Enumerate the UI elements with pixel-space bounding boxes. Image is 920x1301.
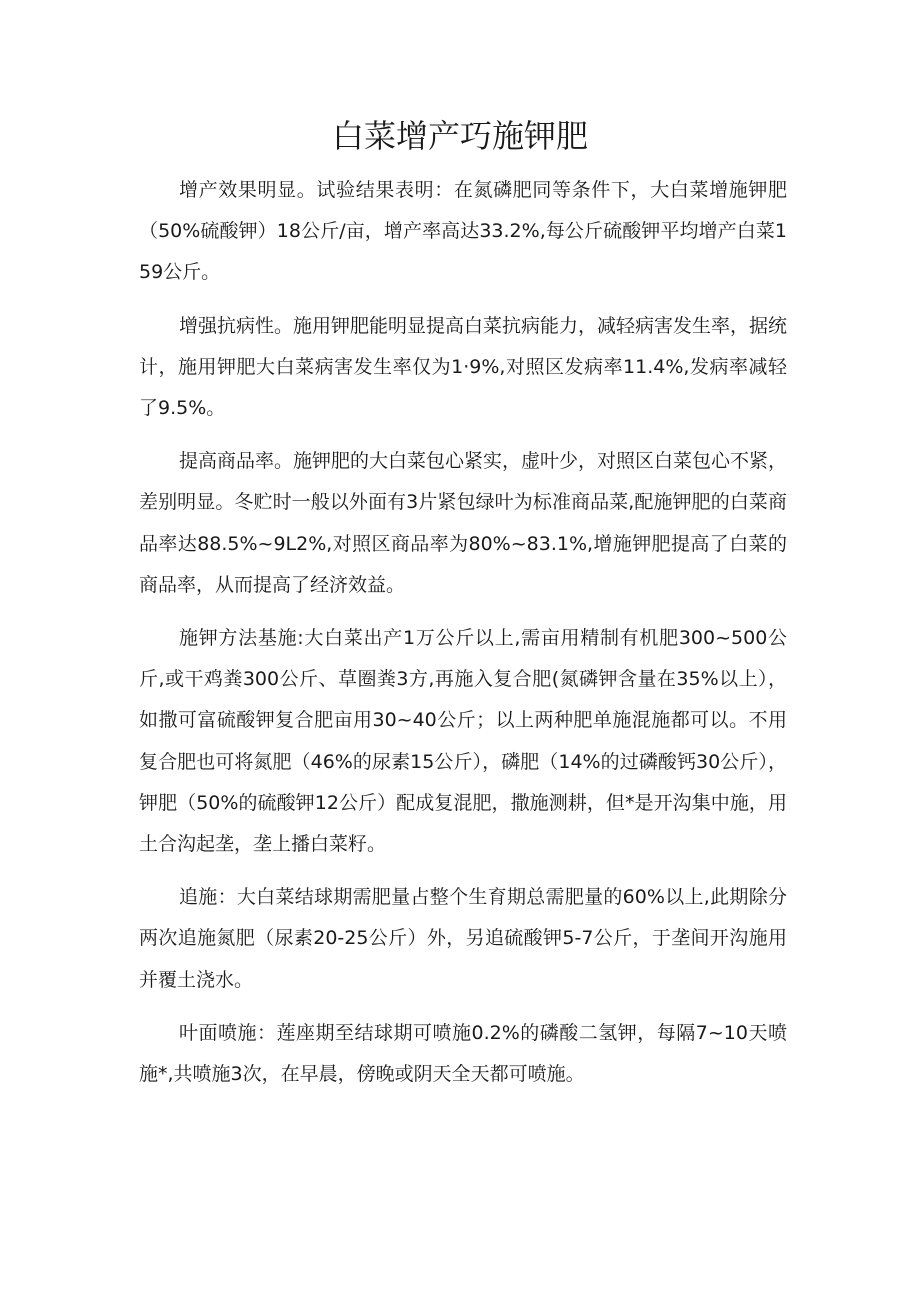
paragraph-yield-effect: 增产效果明显。试验结果表明：在氮磷肥同等条件下，大白菜增施钾肥（50%硫酸钾）18公斤/亩，增产率高达33.2%,每公斤硫酸钾平均增产白菜159公斤。 <box>139 179 787 284</box>
paragraph-disease-resistance: 增强抗病性。施用钾肥能明显提高白菜抗病能力，减轻病害发生率，据统计，施用钾肥大白菜病害发生率仅为1·9%,对照区发病率11.4%,发病率减轻了9.5%。 <box>139 314 788 420</box>
document-title: 白菜增产巧施钾肥 <box>331 117 588 155</box>
paragraph-commodity-rate: 提高商品率。施钾肥的大白菜包心紧实，虚叶少，对照区白菜包心不紧，差别明显。冬贮时一般以外面有3片紧包绿叶为标准商品菜,配施钾肥的白菜商品率达88.5%~9L2%,对照区商品率为80%~83.1%,增施钾肥提高了白菜的商品率，从而提高了经济效益。 <box>139 450 788 596</box>
paragraph-topdressing: 追施：大白菜结球期需肥量占整个生育期总需肥量的60%以上,此期除分两次追施氮肥（尿素20-25公斤）外，另追硫酸钾5-7公斤，于垄间开沟施用并覆土浇水。 <box>139 886 787 991</box>
document-body <box>139 170 787 1107</box>
paragraph-foliar-spray: 叶面喷施：莲座期至结球期可喷施0.2%的磷酸二氢钾，每隔7~10天喷施*,共喷施3次，在早晨，傍晚或阴天全天都可喷施。 <box>139 1021 787 1086</box>
paragraph-base-fertilization: 施钾方法基施:大白菜出产1万公斤以上,需亩用精制有机肥300~500公斤,或干鸡粪300公斤、草圈粪3方,再施入复合肥(氮磷钾含量在35%以上），如撒可富硫酸钾复合肥亩用30~40公斤；以上两种肥单施混施都可以。不用复合肥也可将氮肥（46%的尿素15公斤），磷肥（14%的过磷酸钙30公斤），钾肥（50%的硫酸钾12公斤）配成复混肥，撒施测耕，但*是开沟集中施，用土合沟起垄，垄上播白菜籽。 <box>139 627 787 856</box>
